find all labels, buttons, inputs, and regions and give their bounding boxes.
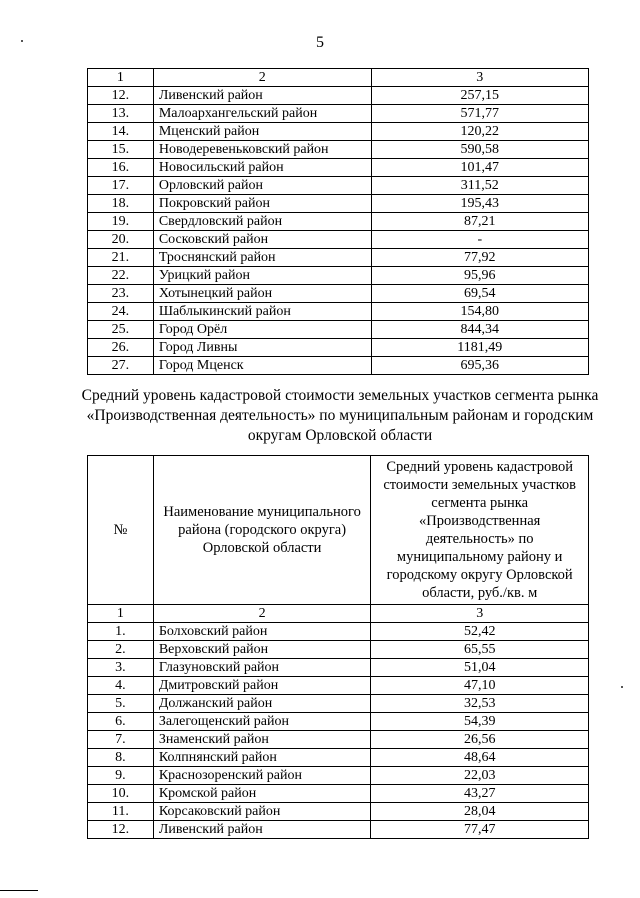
district-name: Мценский район xyxy=(153,123,371,141)
average-value: 22,03 xyxy=(371,767,589,785)
header-district-name: Наименование муниципального района (городского округа) Орловской области xyxy=(153,456,371,605)
district-name: Хотынецкий район xyxy=(153,285,371,303)
table-row xyxy=(88,767,589,785)
row-number: 22. xyxy=(88,267,154,285)
district-name: Краснозоренский район xyxy=(153,767,371,785)
district-name: Ливенский район xyxy=(153,821,371,839)
average-value: 65,55 xyxy=(371,641,589,659)
header-number: № xyxy=(88,456,154,605)
average-value: 154,80 xyxy=(371,303,588,321)
district-name: Сосковский район xyxy=(153,231,371,249)
average-value: 43,27 xyxy=(371,785,589,803)
district-name: Болховский район xyxy=(153,623,371,641)
table-header-row xyxy=(88,456,589,605)
cadastral-value-table-continued xyxy=(87,68,589,375)
table-row xyxy=(88,695,589,713)
district-name: Город Орёл xyxy=(153,321,371,339)
average-value: 26,56 xyxy=(371,731,589,749)
row-number: 10. xyxy=(88,785,154,803)
table-row xyxy=(88,713,589,731)
row-number: 14. xyxy=(88,123,154,141)
district-name: Корсаковский район xyxy=(153,803,371,821)
average-value: 120,22 xyxy=(371,123,588,141)
table-row xyxy=(88,659,589,677)
table-row xyxy=(88,803,589,821)
row-number: 4. xyxy=(88,677,154,695)
average-value: 87,21 xyxy=(371,213,588,231)
column-number: 3 xyxy=(371,605,589,623)
table-row xyxy=(88,357,589,375)
scan-speck xyxy=(621,686,623,688)
table-row xyxy=(88,267,589,285)
row-number: 16. xyxy=(88,159,154,177)
column-number-row xyxy=(88,69,589,87)
column-number: 2 xyxy=(153,69,371,87)
district-name: Город Ливны xyxy=(153,339,371,357)
row-number: 18. xyxy=(88,195,154,213)
district-name: Новодеревеньковский район xyxy=(153,141,371,159)
production-activity-value-table xyxy=(87,455,589,839)
district-name: Должанский район xyxy=(153,695,371,713)
average-value: 52,42 xyxy=(371,623,589,641)
district-name: Верховский район xyxy=(153,641,371,659)
table-row xyxy=(88,641,589,659)
column-number: 1 xyxy=(88,69,154,87)
table-row xyxy=(88,623,589,641)
district-name: Глазуновский район xyxy=(153,659,371,677)
row-number: 8. xyxy=(88,749,154,767)
footnote-divider xyxy=(0,890,38,891)
table-row xyxy=(88,303,589,321)
table-row xyxy=(88,321,589,339)
average-value: 54,39 xyxy=(371,713,589,731)
column-number: 3 xyxy=(371,69,588,87)
row-number: 7. xyxy=(88,731,154,749)
average-value: 47,10 xyxy=(371,677,589,695)
table-row xyxy=(88,821,589,839)
row-number: 27. xyxy=(88,357,154,375)
district-name: Шаблыкинский район xyxy=(153,303,371,321)
row-number: 20. xyxy=(88,231,154,249)
row-number: 13. xyxy=(88,105,154,123)
district-name: Знаменский район xyxy=(153,731,371,749)
average-value: 844,34 xyxy=(371,321,588,339)
district-name: Орловский район xyxy=(153,177,371,195)
district-name: Свердловский район xyxy=(153,213,371,231)
row-number: 12. xyxy=(88,87,154,105)
row-number: 12. xyxy=(88,821,154,839)
scan-speck xyxy=(21,40,23,42)
average-value: 51,04 xyxy=(371,659,589,677)
row-number: 5. xyxy=(88,695,154,713)
row-number: 1. xyxy=(88,623,154,641)
row-number: 9. xyxy=(88,767,154,785)
district-name: Новосильский район xyxy=(153,159,371,177)
page-number: 5 xyxy=(316,34,324,51)
average-value: 95,96 xyxy=(371,267,588,285)
average-value: 695,36 xyxy=(371,357,588,375)
average-value: 28,04 xyxy=(371,803,589,821)
row-number: 19. xyxy=(88,213,154,231)
row-number: 21. xyxy=(88,249,154,267)
section-heading: Средний уровень кадастровой стоимости земельных участков сегмента рынка «Производственная деятельность» по муниципальным районам и городским округам Орловской области xyxy=(81,387,599,444)
table-row xyxy=(88,749,589,767)
average-value: 571,77 xyxy=(371,105,588,123)
table-row xyxy=(88,177,589,195)
table-row xyxy=(88,87,589,105)
header-average-value: Средний уровень кадастровой стоимости земельных участков сегмента рынка «Производственная деятельность» по муниципальному району и городскому округу Орловской области, руб./кв. м xyxy=(371,456,589,605)
column-number: 1 xyxy=(88,605,154,623)
column-number-row xyxy=(88,605,589,623)
row-number: 3. xyxy=(88,659,154,677)
average-value: 257,15 xyxy=(371,87,588,105)
average-value: 77,47 xyxy=(371,821,589,839)
column-number: 2 xyxy=(153,605,371,623)
row-number: 24. xyxy=(88,303,154,321)
table-row xyxy=(88,677,589,695)
row-number: 26. xyxy=(88,339,154,357)
average-value: 311,52 xyxy=(371,177,588,195)
table-row xyxy=(88,213,589,231)
table-row xyxy=(88,285,589,303)
average-value: 69,54 xyxy=(371,285,588,303)
table-row xyxy=(88,339,589,357)
row-number: 23. xyxy=(88,285,154,303)
table-row xyxy=(88,141,589,159)
table-row xyxy=(88,123,589,141)
average-value: - xyxy=(371,231,588,249)
district-name: Колпнянский район xyxy=(153,749,371,767)
average-value: 590,58 xyxy=(371,141,588,159)
district-name: Малоархангельский район xyxy=(153,105,371,123)
row-number: 6. xyxy=(88,713,154,731)
average-value: 1181,49 xyxy=(371,339,588,357)
district-name: Троснянский район xyxy=(153,249,371,267)
row-number: 15. xyxy=(88,141,154,159)
district-name: Дмитровский район xyxy=(153,677,371,695)
district-name: Ливенский район xyxy=(153,87,371,105)
average-value: 101,47 xyxy=(371,159,588,177)
average-value: 195,43 xyxy=(371,195,588,213)
table-row xyxy=(88,785,589,803)
row-number: 2. xyxy=(88,641,154,659)
average-value: 48,64 xyxy=(371,749,589,767)
row-number: 11. xyxy=(88,803,154,821)
district-name: Кромской район xyxy=(153,785,371,803)
district-name: Залегощенский район xyxy=(153,713,371,731)
average-value: 77,92 xyxy=(371,249,588,267)
row-number: 25. xyxy=(88,321,154,339)
average-value: 32,53 xyxy=(371,695,589,713)
table-row xyxy=(88,105,589,123)
row-number: 17. xyxy=(88,177,154,195)
table-row xyxy=(88,731,589,749)
table-row xyxy=(88,195,589,213)
table-row xyxy=(88,231,589,249)
table-row xyxy=(88,249,589,267)
district-name: Урицкий район xyxy=(153,267,371,285)
table-row xyxy=(88,159,589,177)
district-name: Покровский район xyxy=(153,195,371,213)
district-name: Город Мценск xyxy=(153,357,371,375)
